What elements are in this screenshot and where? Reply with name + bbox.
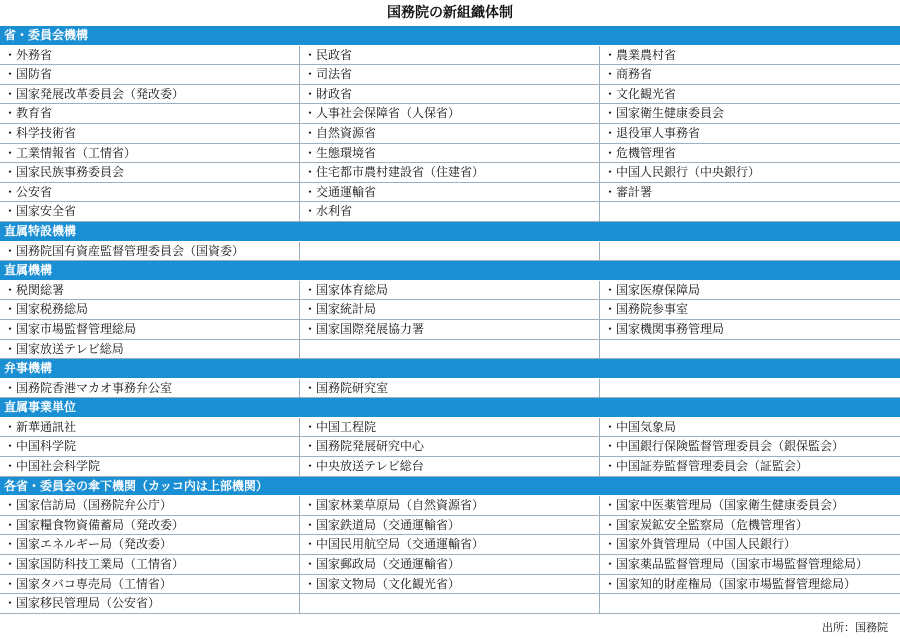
table-row	[0, 418, 900, 438]
table-row	[0, 300, 900, 320]
organization-item: ・ 中国民用航空局（交通運輸省）	[300, 535, 600, 554]
organization-item: ・ 司法省	[300, 65, 600, 84]
section-header: 直属事業単位	[0, 398, 900, 418]
organization-item: ・ 外務省	[0, 46, 300, 65]
page-title: 国務院の新組織体制	[387, 5, 513, 21]
table-row	[0, 555, 900, 575]
empty-cell	[600, 202, 900, 221]
table-row	[0, 340, 900, 360]
organization-item: ・ 水利省	[300, 202, 600, 221]
organization-item: ・ 国家機関事務管理局	[600, 320, 900, 339]
organization-item: ・ 国務院国有資産監督管理委員会（国資委）	[0, 242, 300, 261]
section-header: 省・委員会機構	[0, 26, 900, 46]
organization-item: ・ 国家タバコ専売局（工情省）	[0, 575, 300, 594]
organization-item: ・ 国家国際発展協力署	[300, 320, 600, 339]
organization-item: ・ 自然資源省	[300, 124, 600, 143]
empty-cell	[600, 242, 900, 261]
organization-item: ・ 商務省	[600, 65, 900, 84]
organization-item: ・ 国家民族事務委員会	[0, 163, 300, 182]
organization-item: ・ 住宅都市農村建設省（住建省）	[300, 163, 600, 182]
organization-item: ・ 国家税務総局	[0, 300, 300, 319]
organization-item: ・ 審計署	[600, 183, 900, 202]
empty-cell	[600, 340, 900, 359]
organization-item: ・ 財政省	[300, 85, 600, 104]
organization-item: ・ 中国科学院	[0, 437, 300, 456]
organization-item: ・ 中国人民銀行（中央銀行）	[600, 163, 900, 182]
organization-item: ・ 国務院研究室	[300, 379, 600, 398]
table-row	[0, 124, 900, 144]
table-row	[0, 379, 900, 399]
organization-item: ・ 国務院発展研究中心	[300, 437, 600, 456]
organization-item: ・ 国家文物局（文化観光省）	[300, 575, 600, 594]
organization-item: ・ 中国証券監督管理委員会（証監会）	[600, 457, 900, 476]
organization-item: ・ 国家外貨管理局（中国人民銀行）	[600, 535, 900, 554]
organization-item: ・ 国家移民管理局（公安省）	[0, 594, 300, 613]
table-row	[0, 594, 900, 614]
organization-item: ・ 国家中医薬管理局（国家衛生健康委員会）	[600, 496, 900, 515]
organization-item: ・ 中国銀行保険監督管理委員会（銀保監会）	[600, 437, 900, 456]
organization-item: ・ 国家炭鉱安全監察局（危機管理省）	[600, 516, 900, 535]
table-row	[0, 202, 900, 222]
organization-item: ・ 国家衛生健康委員会	[600, 104, 900, 123]
organization-item: ・ 人事社会保障省（人保省）	[300, 104, 600, 123]
empty-cell	[300, 594, 600, 613]
organization-item: ・ 国家林業草原局（自然資源省）	[300, 496, 600, 515]
table-row	[0, 496, 900, 516]
organization-item: ・ 国家発展改革委員会（発改委）	[0, 85, 300, 104]
table-row	[0, 437, 900, 457]
organization-item: ・ 国家鉄道局（交通運輸省）	[300, 516, 600, 535]
organization-item: ・ 生態環境省	[300, 144, 600, 163]
empty-cell	[600, 594, 900, 613]
empty-cell	[600, 379, 900, 398]
organization-item: ・ 交通運輸省	[300, 183, 600, 202]
organization-item: ・ 国務院香港マカオ事務弁公室	[0, 379, 300, 398]
section-header: 各省・委員会の傘下機関（カッコ内は上部機関）	[0, 477, 900, 497]
table-row	[0, 242, 900, 262]
table-row	[0, 104, 900, 124]
organization-item: ・ 国家郵政局（交通運輸省）	[300, 555, 600, 574]
organization-item: ・ 公安省	[0, 183, 300, 202]
section-header: 弁事機構	[0, 359, 900, 379]
organization-item: ・ 文化観光省	[600, 85, 900, 104]
organization-item: ・ 国家市場監督管理総局	[0, 320, 300, 339]
organization-item: ・ 教育省	[0, 104, 300, 123]
organization-item: ・ 中央放送テレビ総台	[300, 457, 600, 476]
organization-item: ・ 国務院参事室	[600, 300, 900, 319]
organization-item: ・ 国家糧食物資備蓄局（発改委）	[0, 516, 300, 535]
organization-item: ・ 国家安全省	[0, 202, 300, 221]
organization-item: ・ 国防省	[0, 65, 300, 84]
organization-item: ・ 国家統計局	[300, 300, 600, 319]
organization-item: ・ 中国工程院	[300, 418, 600, 437]
table-row	[0, 85, 900, 105]
organization-item: ・ 国家放送テレビ総局	[0, 340, 300, 359]
organization-item: ・ 危機管理省	[600, 144, 900, 163]
organization-item: ・ 国家エネルギー局（発改委）	[0, 535, 300, 554]
organization-table	[0, 26, 900, 614]
organization-item: ・ 国家知的財産権局（国家市場監督管理総局）	[600, 575, 900, 594]
empty-cell	[300, 340, 600, 359]
organization-item: ・ 工業情報省（工情省）	[0, 144, 300, 163]
organization-item: ・ 国家体育総局	[300, 281, 600, 300]
table-row	[0, 535, 900, 555]
empty-cell	[300, 242, 600, 261]
organization-item: ・ 中国気象局	[600, 418, 900, 437]
organization-item: ・ 国家薬品監督管理局（国家市場監督管理総局）	[600, 555, 900, 574]
table-row	[0, 144, 900, 164]
table-row	[0, 320, 900, 340]
organization-item: ・ 退役軍人事務省	[600, 124, 900, 143]
organization-item: ・ 国家医療保障局	[600, 281, 900, 300]
organization-item: ・ 国家信訪局（国務院弁公庁）	[0, 496, 300, 515]
organization-item: ・ 農業農村省	[600, 46, 900, 65]
section-header: 直属機構	[0, 261, 900, 281]
organization-item: ・ 国家国防科技工業局（工情省）	[0, 555, 300, 574]
table-row	[0, 183, 900, 203]
organization-item: ・ 中国社会科学院	[0, 457, 300, 476]
table-row	[0, 163, 900, 183]
organization-item: ・ 税関総署	[0, 281, 300, 300]
table-row	[0, 281, 900, 301]
organization-item: ・ 新華通訊社	[0, 418, 300, 437]
table-row	[0, 516, 900, 536]
organization-item: ・ 科学技術省	[0, 124, 300, 143]
section-header: 直属特設機構	[0, 222, 900, 242]
table-row	[0, 46, 900, 66]
source-note: 出所：国務院	[822, 621, 888, 634]
table-row	[0, 457, 900, 477]
table-row	[0, 575, 900, 595]
organization-item: ・ 民政省	[300, 46, 600, 65]
table-row	[0, 65, 900, 85]
